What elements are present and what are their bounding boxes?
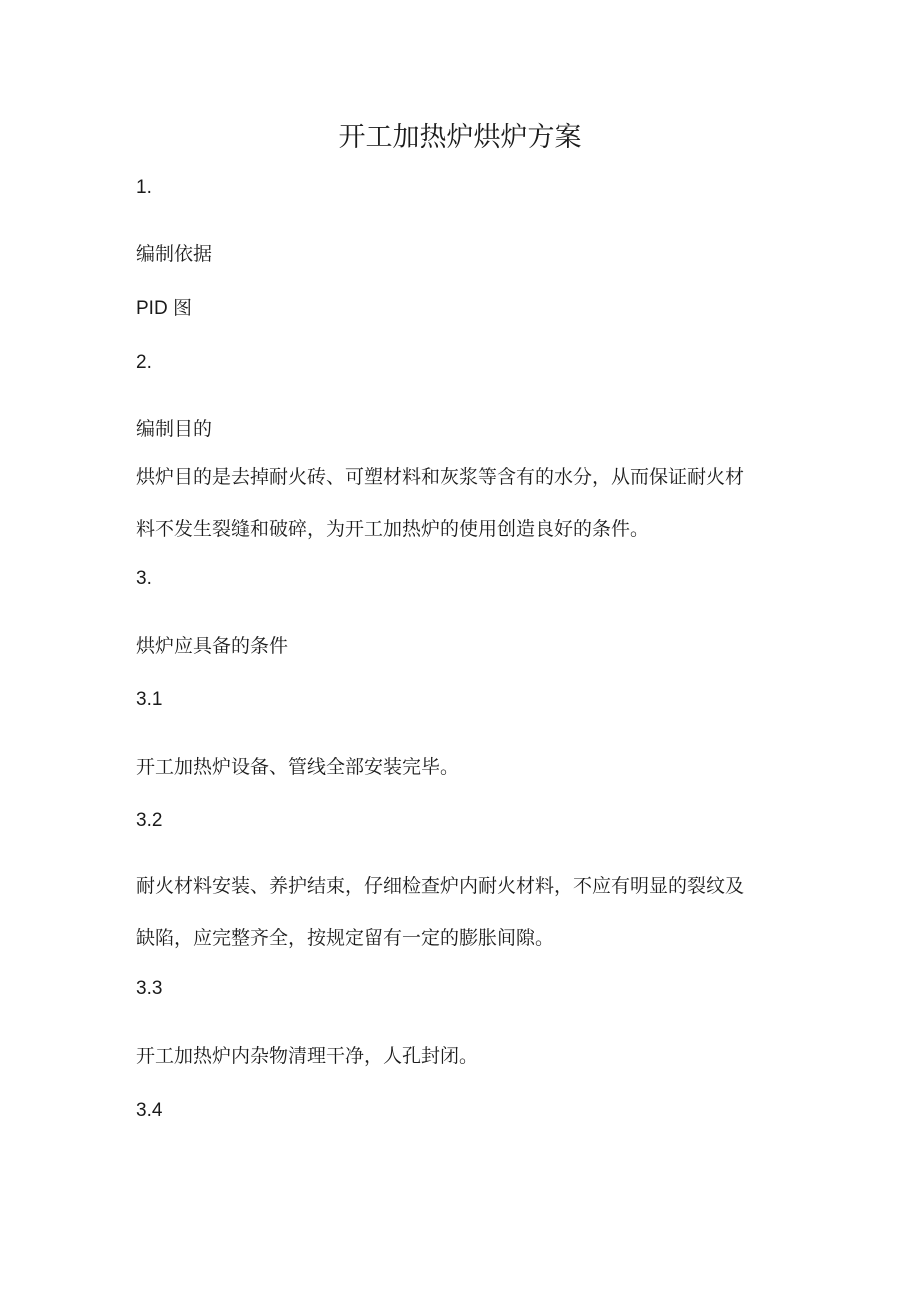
section-2-number: 2. <box>136 352 152 373</box>
subsection-3-3-text: 开工加热炉内杂物清理干净，人孔封闭。 <box>136 1045 479 1067</box>
subsection-3-2-paragraph-line: 耐火材料安装、养护结束，仔细检查炉内耐火材料，不应有明显的裂纹及 <box>136 875 745 897</box>
section-2-paragraph-line: 烘炉目的是去掉耐火砖、可塑材料和灰浆等含有的水分，从而保证耐火材 <box>136 466 745 488</box>
section-1-item: PID 图 <box>136 298 192 319</box>
section-1-number: 1. <box>136 177 152 198</box>
section-2-heading: 编制目的 <box>136 418 213 440</box>
subsection-3-2-paragraph-line: 缺陷，应完整齐全，按规定留有一定的膨胀间隙。 <box>136 927 555 949</box>
subsection-3-3-number: 3.3 <box>136 978 163 999</box>
section-3-heading: 烘炉应具备的条件 <box>136 635 289 657</box>
subsection-3-1-text: 开工加热炉设备、管线全部安装完毕。 <box>136 756 460 778</box>
subsection-3-1-number: 3.1 <box>136 689 163 710</box>
section-2-paragraph <box>136 451 786 555</box>
section-1-heading: 编制依据 <box>136 243 213 265</box>
section-2-paragraph-line: 料不发生裂缝和破碎，为开工加热炉的使用创造良好的条件。 <box>136 518 650 540</box>
subsection-3-2-paragraph <box>136 860 786 964</box>
subsection-3-4-number: 3.4 <box>136 1100 163 1121</box>
subsection-3-2-number: 3.2 <box>136 810 163 831</box>
document-title: 开工加热炉烘炉方案 <box>338 122 582 153</box>
section-3-number: 3. <box>136 568 152 589</box>
